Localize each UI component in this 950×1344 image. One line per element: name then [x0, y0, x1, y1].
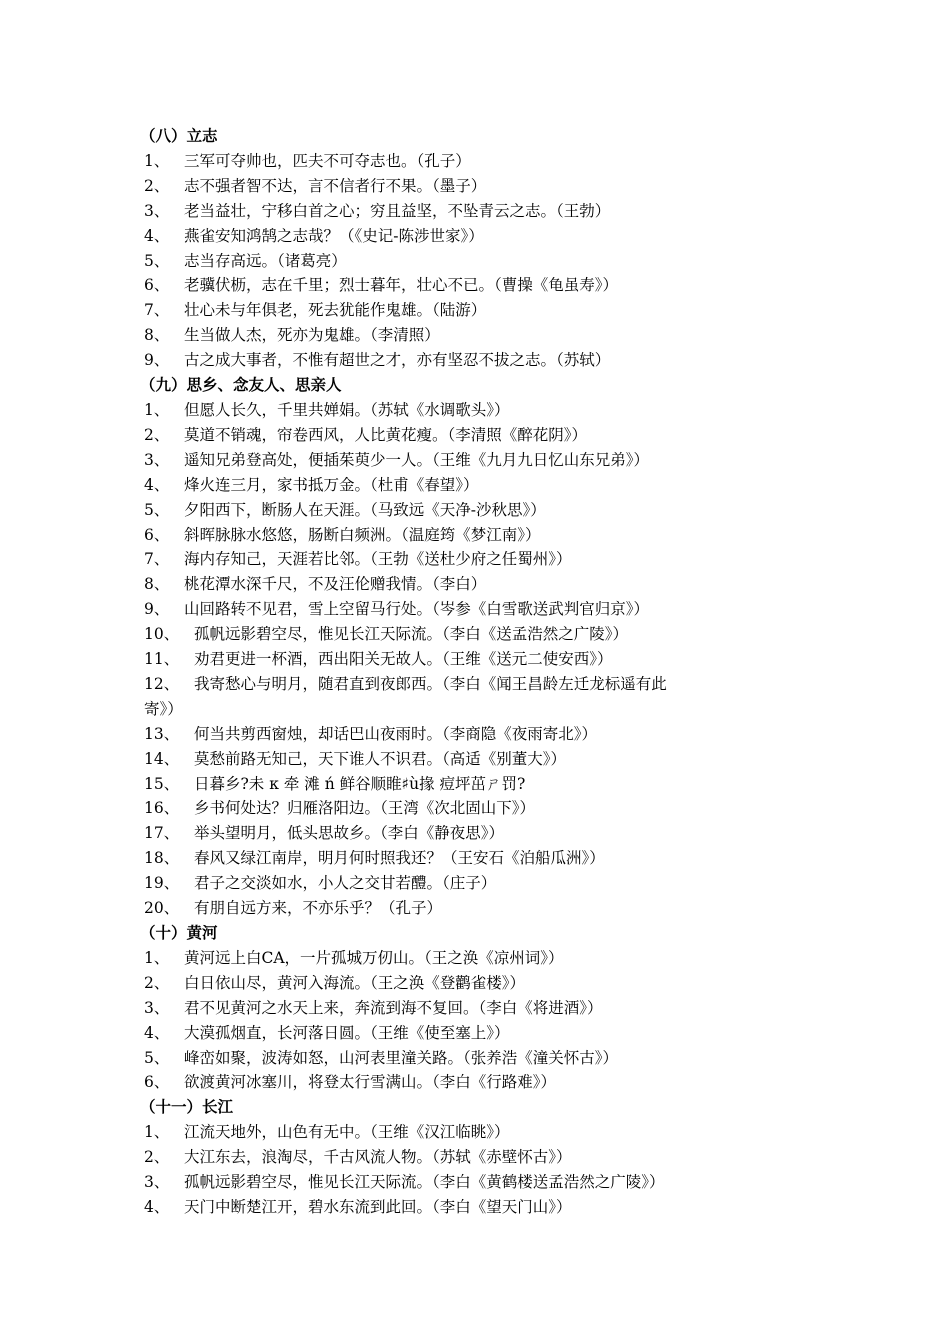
item-text: 江流天地外，山色有无中。（王维《汉江临眺》） [184, 1123, 510, 1142]
document-body [140, 124, 824, 1220]
list-item [144, 647, 824, 672]
list-item [144, 896, 824, 921]
item-number: 6、 [144, 525, 170, 544]
list-item [144, 597, 824, 622]
section-title: （十）黄河 [140, 923, 218, 942]
list-item [144, 1145, 824, 1170]
list-item [144, 672, 824, 722]
list-item [144, 821, 824, 846]
item-number: 9、 [144, 351, 170, 370]
item-text: 但愿人长久，千里共婵娟。（苏轼《水调歌头》） [184, 400, 510, 419]
item-text: 劝君更进一杯酒，西出阳关无故人。（王维《送元二使安西》） [194, 650, 613, 669]
item-text: 三军可夺帅也，匹夫不可夺志也。（孔子） [184, 151, 471, 170]
list-item [144, 1195, 824, 1220]
item-text: 莫道不销魂，帘卷西风，人比黄花瘦。（李清照《醉花阴》） [184, 425, 588, 444]
item-number: 15、 [144, 774, 180, 793]
item-number: 16、 [144, 799, 180, 818]
item-number: 2、 [144, 1148, 170, 1167]
item-number: 8、 [144, 575, 170, 594]
item-number: 7、 [144, 301, 170, 320]
item-text: 燕雀安知鸿鹄之志哉？（《史记-陈涉世家》） [184, 226, 484, 245]
list-item [144, 572, 824, 597]
item-text: 春风又绿江南岸，明月何时照我还？（王安石《泊船瓜洲》） [194, 849, 605, 868]
list-item [144, 846, 824, 871]
item-text: 举头望明月，低头思故乡。（李白《静夜思》） [194, 824, 505, 843]
item-text: 峰峦如聚，波涛如怒，山河表里潼关路。（张养浩《潼关怀古》） [184, 1048, 619, 1067]
list-item [144, 149, 824, 174]
list-item [144, 523, 824, 548]
list-item [144, 547, 824, 572]
item-text: 大漠孤烟直，长河落日圆。（王维《使至塞上》） [184, 1023, 510, 1042]
list-item [144, 722, 824, 747]
list-item [144, 273, 824, 298]
item-number: 6、 [144, 276, 170, 295]
item-number: 18、 [144, 849, 180, 868]
list-item [144, 174, 824, 199]
list-item [144, 1021, 824, 1046]
item-text: 壮心未与年俱老，死去犹能作鬼雄。（陆游） [184, 301, 487, 320]
item-number: 5、 [144, 500, 170, 519]
item-text: 志不强者智不达，言不信者行不果。（墨子） [184, 176, 487, 195]
list-item [144, 996, 824, 1021]
item-text: 黄河远上白CA，一片孤城万仞山。（王之涣《凉州词》） [184, 948, 564, 967]
list-item [144, 323, 824, 348]
item-number: 3、 [144, 998, 170, 1017]
list-item [144, 871, 824, 896]
item-number: 8、 [144, 326, 170, 345]
item-text: 孤帆远影碧空尽，惟见长江天际流。（李白《送孟浩然之广陵》） [194, 625, 629, 644]
item-text: 乡书何处达？归雁洛阳边。（王湾《次北固山下》） [194, 799, 536, 818]
item-text: 白日依山尽，黄河入海流。（王之涣《登鹳雀楼》） [184, 973, 526, 992]
list-item [144, 747, 824, 772]
list-item [144, 796, 824, 821]
item-number: 10、 [144, 625, 180, 644]
item-text: 古之成大事者，不惟有超世之才，亦有坚忍不拔之志。（苏轼） [184, 351, 611, 370]
list-item [144, 473, 824, 498]
item-number: 4、 [144, 1197, 170, 1216]
item-text: 日暮乡?未 κ 牵 滩 ń 鲜谷顺睢♯ù掾 痘坪茁ㄕ罚? [194, 774, 526, 793]
item-number: 9、 [144, 600, 170, 619]
item-number: 4、 [144, 1023, 170, 1042]
list-item [144, 498, 824, 523]
item-number: 19、 [144, 874, 180, 893]
item-number: 20、 [144, 899, 180, 918]
section-title: （十一）长江 [140, 1097, 234, 1117]
list-item [144, 1070, 824, 1095]
list-item [144, 946, 824, 971]
item-text: 老骥伏枥，志在千里；烈士暮年，壮心不已。（曹操《龟虽寿》） [184, 276, 619, 295]
item-number: 4、 [144, 226, 170, 245]
item-number: 6、 [144, 1073, 170, 1092]
item-text: 山回路转不见君，雪上空留马行处。（岑参《白雪歌送武判官归京》） [184, 600, 650, 619]
item-number: 17、 [144, 824, 180, 843]
item-text: 生当做人杰，死亦为鬼雄。（李清照） [184, 326, 440, 345]
list-item [144, 971, 824, 996]
list-item [144, 348, 824, 373]
item-text: 夕阳西下，断肠人在天涯。（马致远《天净-沙秋思》） [184, 500, 546, 519]
item-number: 4、 [144, 475, 170, 494]
item-text: 老当益壮，宁移白首之心；穷且益坚，不坠青云之志。（王勃） [184, 201, 611, 220]
item-number: 12、 [144, 674, 180, 693]
item-text: 桃花潭水深千尺，不及汪伦赠我情。（李白） [184, 575, 487, 594]
list-item [144, 398, 824, 423]
item-number: 1、 [144, 151, 170, 170]
item-text: 遥知兄弟登高处，便插茱萸少一人。（王维《九月九日忆山东兄弟》） [184, 450, 650, 469]
list-item [144, 1046, 824, 1071]
item-text: 莫愁前路无知己，天下谁人不识君。（高适《别董大》） [194, 749, 567, 768]
item-text: 烽火连三月，家书抵万金。（杜甫《春望》） [184, 475, 479, 494]
item-number: 2、 [144, 973, 170, 992]
item-number: 2、 [144, 425, 170, 444]
item-number: 5、 [144, 1048, 170, 1067]
item-number: 1、 [144, 1123, 170, 1142]
list-item [144, 448, 824, 473]
item-number: 7、 [144, 550, 170, 569]
item-text: 大江东去，浪淘尽，千古风流人物。（苏轼《赤壁怀古》） [184, 1148, 572, 1167]
list-item [144, 199, 824, 224]
item-number: 1、 [144, 400, 170, 419]
item-number: 3、 [144, 201, 170, 220]
list-item [144, 249, 824, 274]
list-item [144, 1170, 824, 1195]
item-number: 1、 [144, 948, 170, 967]
item-number: 5、 [144, 251, 170, 270]
item-text: 君子之交淡如水，小人之交甘若醴。（庄子） [194, 874, 497, 893]
item-text: 海内存知己，天涯若比邻。（王勃《送杜少府之任蜀州》） [184, 550, 572, 569]
item-number: 13、 [144, 724, 180, 743]
item-text-continuation: 寄》） [144, 699, 183, 718]
item-number: 3、 [144, 1173, 170, 1192]
item-number: 3、 [144, 450, 170, 469]
list-item [144, 772, 824, 797]
item-text: 君不见黄河之水天上来，奔流到海不复回。（李白《将进酒》） [184, 998, 603, 1017]
item-text: 欲渡黄河冰塞川，将登太行雪满山。（李白《行路难》） [184, 1073, 557, 1092]
item-text: 何当共剪西窗烛，却话巴山夜雨时。（李商隐《夜雨寄北》） [194, 724, 598, 743]
list-item [144, 224, 824, 249]
item-text: 斜晖脉脉水悠悠，肠断白频洲。（温庭筠《梦江南》） [184, 525, 541, 544]
item-text: 志当存高远。（诸葛亮） [184, 251, 347, 270]
item-text: 我寄愁心与明月，随君直到夜郎西。（李白《闻王昌龄左迁龙标遥有此 [194, 674, 667, 693]
item-number: 2、 [144, 176, 170, 195]
item-text: 天门中断楚江开，碧水东流到此回。（李白《望天门山》） [184, 1197, 572, 1216]
item-text: 有朋自远方来，不亦乐乎？（孔子） [194, 899, 443, 918]
item-number: 11、 [144, 650, 180, 669]
item-number: 14、 [144, 749, 180, 768]
section-title: （八）立志 [140, 126, 218, 145]
list-item [144, 1120, 824, 1145]
section-title: （九）思乡、念友人、思亲人 [140, 375, 342, 395]
list-item [144, 298, 824, 323]
item-text: 孤帆远影碧空尽，惟见长江天际流。（李白《黄鹤楼送孟浩然之广陵》） [184, 1173, 665, 1192]
list-item [144, 622, 824, 647]
list-item [144, 423, 824, 448]
